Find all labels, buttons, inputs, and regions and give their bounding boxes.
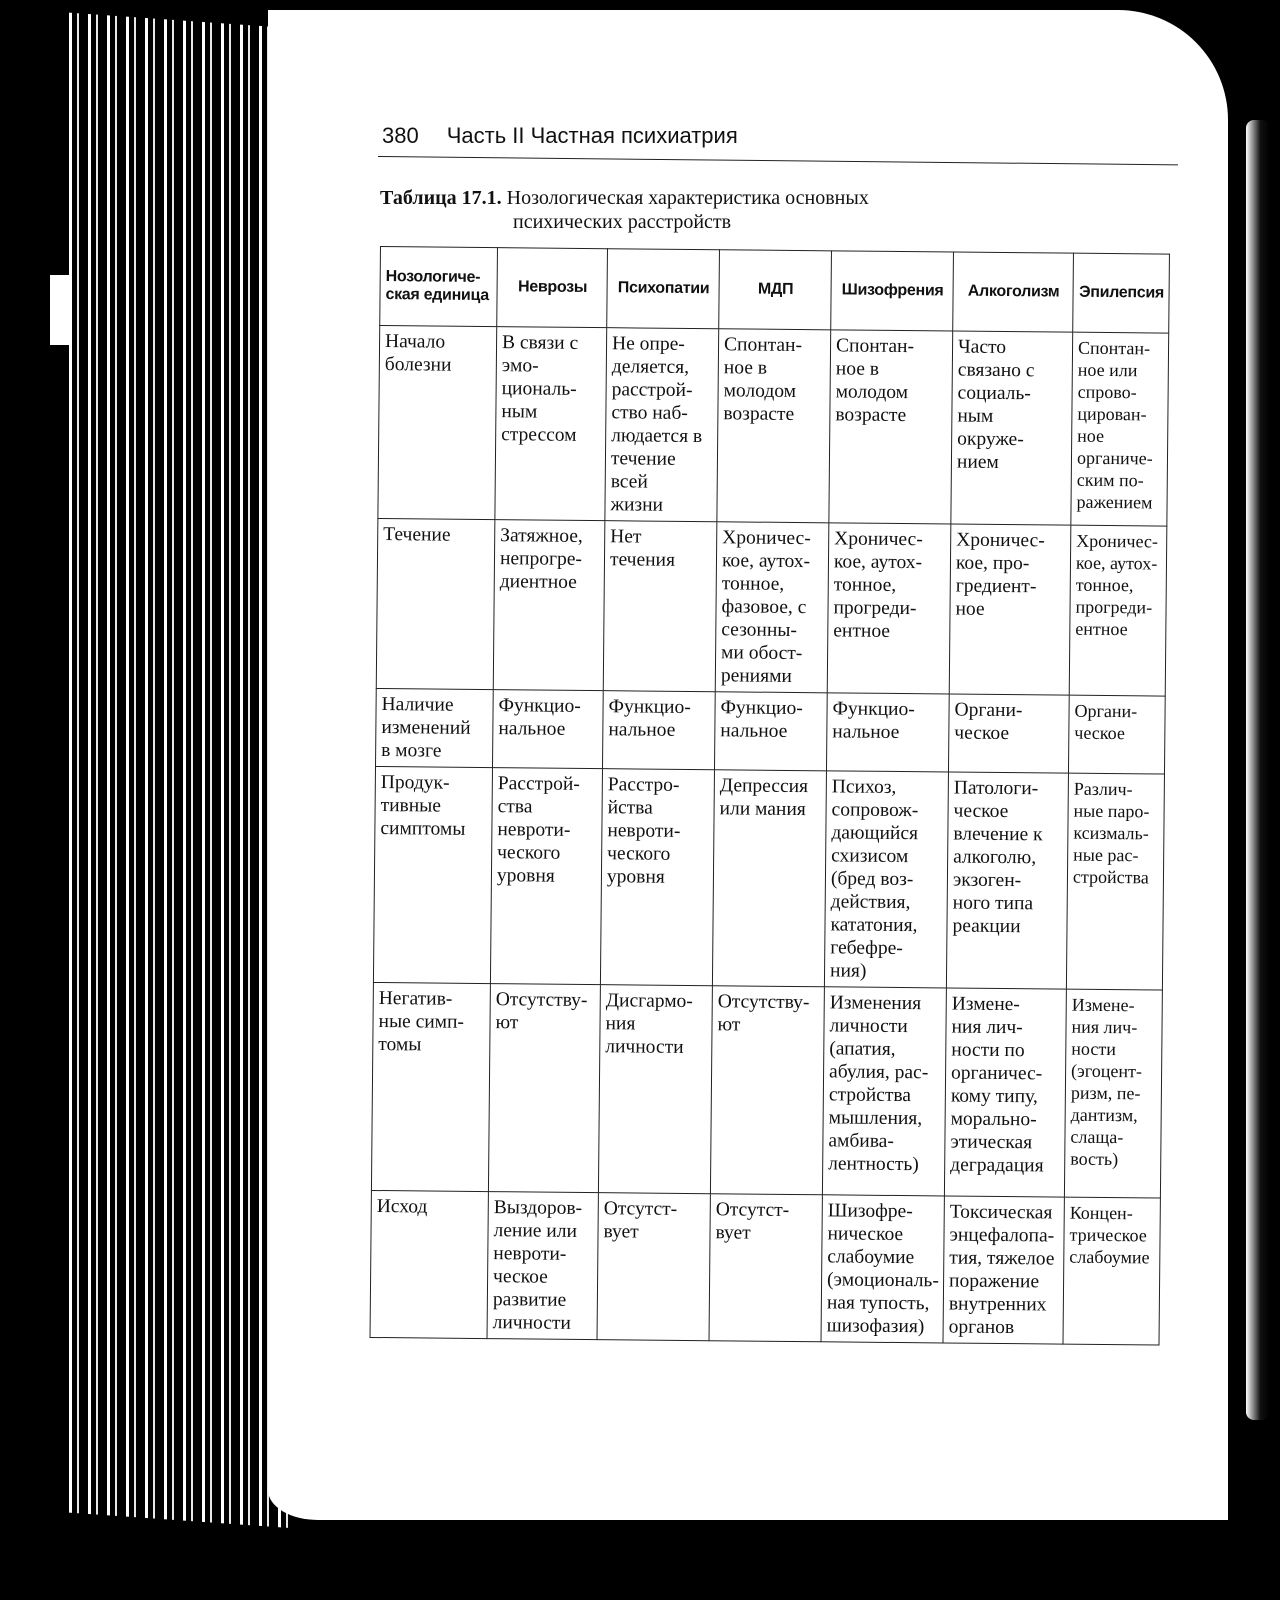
table-row — [373, 766, 1164, 990]
table-cell: Концен- трическое слабоумие — [1063, 1197, 1160, 1345]
table-cell: Расстро- йства невроти- ческого уровня — [600, 769, 714, 986]
table-title-line2: психических расстройств — [513, 211, 732, 233]
table-cell: Отсутству- ют — [710, 986, 824, 1195]
table-cell: Токсическая энцефалопа- тия, тяжелое поражение внутренних органов — [943, 1196, 1064, 1344]
nosology-table — [370, 246, 1170, 1346]
table-caption — [380, 186, 1100, 234]
row-header: Продук- тивные симптомы — [373, 766, 492, 983]
table-header-row — [380, 247, 1170, 334]
table-cell: Затяжное, непрогре- диентное — [493, 520, 605, 691]
table-cell: Хроничес- кое, аутох- тонное, прогреди- ентное — [1069, 525, 1167, 696]
table-cell: Измене- ния лич- ности по органичес- кому типу, морально- этическая деградация — [944, 988, 1066, 1197]
table-cell: Спонтан- ное в молодом возрасте — [829, 330, 953, 524]
nosology-table-wrapper — [370, 246, 1170, 1346]
column-header: Шизофрения — [831, 251, 954, 331]
table-cell: Органи- ческое — [948, 694, 1069, 773]
table-cell: Спонтан- ное в молодом возрасте — [717, 329, 831, 523]
page-number: 380 — [382, 123, 419, 148]
table-cell: Шизофре- ническое слабоумие (эмоциональ- ная тупость, шизофазия) — [821, 1195, 944, 1343]
table-cell: Психоз, сопровож- дающийся схизисом (бред воз- действия, кататония, гебефре- ния) — [824, 771, 948, 988]
table-cell: Дисгармо- ния личности — [598, 985, 712, 1194]
table-cell: Функцио- нальное — [602, 691, 715, 770]
table-cell: Органи- ческое — [1068, 695, 1165, 774]
row-header: Начало болезни — [378, 326, 497, 520]
table-cell: Хроничес- кое, аутох- тонное, прогреди- ентное — [827, 523, 951, 694]
book-page-edges — [60, 12, 290, 1528]
row-header: Негатив- ные симп- томы — [371, 982, 490, 1191]
row-header: Течение — [376, 518, 495, 689]
table-cell: Функцио- нальное — [492, 690, 603, 769]
table-row — [376, 518, 1167, 696]
table-cell: Хроничес- кое, про- гредиент- ное — [949, 524, 1071, 695]
table-cell: Патологи- ческое влечение к алкоголю, экзоген- ного типа реакции — [946, 772, 1068, 989]
page-curl-shadow — [1246, 120, 1270, 1420]
table-row — [370, 1190, 1160, 1345]
running-header — [382, 123, 1172, 149]
table-cell: Изменения личности (апатия, абулия, рас- стройства мышления, амбива- лентность) — [822, 987, 946, 1196]
column-header: Психопатии — [607, 249, 720, 329]
table-cell: Спонтан- ное или спрово- цирован- ное органиче- ским по- ражением — [1071, 332, 1169, 526]
running-title: Часть II Частная психиатрия — [446, 123, 738, 148]
page-edge-marker — [50, 275, 70, 345]
table-cell: Различ- ные паро- ксизмаль- ные рас- стройства — [1066, 773, 1164, 990]
table-row — [371, 982, 1162, 1198]
table-row — [378, 326, 1169, 527]
table-row — [376, 688, 1166, 774]
table-cell: Расстрой- ства невроти- ческого уровня — [490, 768, 602, 985]
table-cell: Измене- ния лич- ности (эгоцент- ризм, пе- дантизм, слаща- вость) — [1064, 989, 1162, 1198]
table-cell: Отсутству- ют — [488, 984, 600, 1193]
table-cell: Депрессия или мания — [712, 770, 826, 987]
table-cell: Функцио- нальное — [826, 693, 949, 772]
row-header: Исход — [370, 1190, 488, 1338]
column-header: Неврозы — [497, 248, 608, 328]
table-cell: В связи с эмо- циональ- ным стрессом — [495, 327, 607, 521]
table-cell: Часто связано с социаль- ным окруже- нием — [951, 331, 1073, 525]
table-cell: Хроничес- кое, аутох- тонное, фазовое, с сезонны- ми обост- рениями — [715, 522, 829, 693]
table-label: Таблица 17.1. — [380, 187, 502, 209]
row-header: Наличие изменений в мозге — [376, 688, 494, 767]
table-cell: Функцио- нальное — [714, 692, 827, 771]
column-header: Алкоголизм — [953, 252, 1074, 332]
column-header: Нозологиче- ская единица — [380, 247, 498, 327]
column-header: МДП — [719, 250, 832, 330]
table-cell: Не опре- деляется, расстрой- ство наб- людается в течение всей жизни — [605, 328, 719, 522]
column-header: Эпилепсия — [1073, 253, 1170, 333]
table-cell: Выздоров- ление или невроти- ческое развитие личности — [487, 1192, 598, 1340]
table-cell: Отсутст- вует — [597, 1193, 710, 1341]
table-title-line1: Нозологическая характеристика основных — [506, 187, 869, 209]
table-cell: Отсутст- вует — [709, 1194, 822, 1342]
table-cell: Нет течения — [603, 521, 717, 692]
